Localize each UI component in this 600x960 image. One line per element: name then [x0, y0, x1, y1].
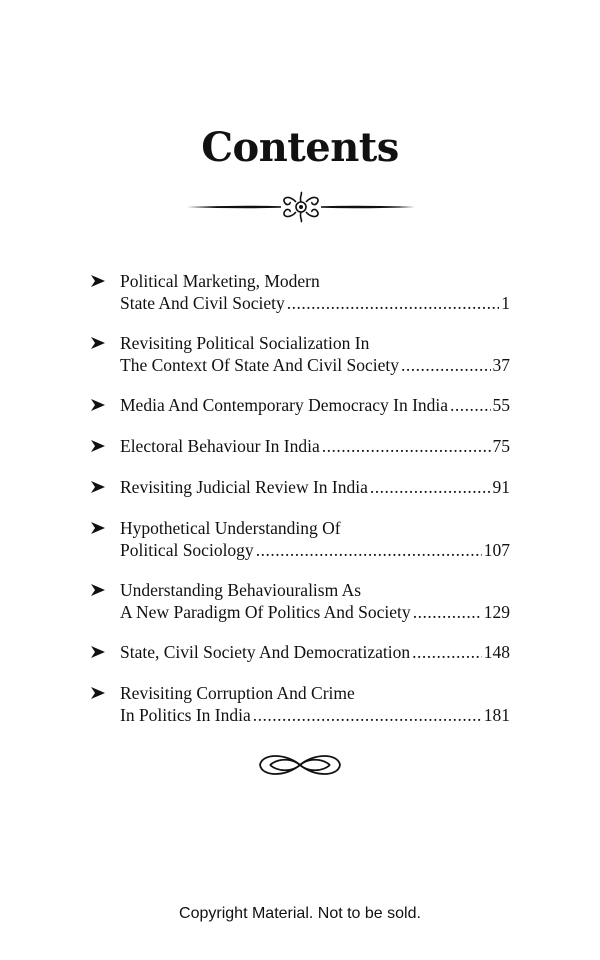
toc-entry[interactable] [88, 579, 510, 623]
toc-page-number: 129 [483, 602, 510, 622]
toc-entry-title-line1: Hypothetical Understanding Of [120, 518, 341, 538]
dot-leader [401, 354, 490, 376]
toc-entry[interactable] [88, 394, 510, 416]
toc-entry-title: State, Civil Society And Democratization [120, 642, 411, 662]
toc-page-number: 75 [492, 436, 510, 456]
dot-leader [370, 476, 491, 498]
toc-entry-title-line2: In Politics In India [120, 705, 251, 725]
arrowhead-bullet-icon [90, 435, 106, 457]
toc-entry-title-line2: A New Paradigm Of Politics And Society [120, 602, 411, 622]
toc-entry[interactable] [88, 476, 510, 498]
toc-entry[interactable] [88, 435, 510, 457]
toc-page-number: 55 [492, 395, 510, 415]
toc-list [88, 270, 510, 744]
toc-entry-title: Media And Contemporary Democracy In India [120, 395, 449, 415]
arrowhead-bullet-icon [90, 579, 106, 601]
toc-entry-title-line1: Revisiting Political Socialization In [120, 333, 370, 353]
arrowhead-bullet-icon [90, 682, 106, 704]
arrowhead-bullet-icon [90, 332, 106, 354]
toc-entry-title-line1: Understanding Behaviouralism As [120, 580, 362, 600]
toc-page-number: 91 [492, 477, 510, 497]
toc-entry[interactable] [88, 517, 510, 561]
arrowhead-bullet-icon [90, 476, 106, 498]
toc-entry-title: Revisiting Judicial Review In India [120, 477, 368, 497]
toc-page-number: 181 [483, 705, 510, 725]
toc-page-number: 148 [483, 642, 510, 662]
flourish-divider-icon [185, 190, 417, 224]
dot-leader [450, 394, 490, 416]
toc-page-number: 37 [492, 355, 510, 375]
dot-leader [253, 704, 482, 726]
toc-entry[interactable] [88, 332, 510, 376]
copyright-notice: Copyright Material. Not to be sold. [179, 905, 421, 922]
dot-leader [322, 435, 491, 457]
toc-entry-title-line2: Political Sociology [120, 540, 254, 560]
toc-entry[interactable] [88, 682, 510, 726]
toc-entry-title-line2: The Context Of State And Civil Society [120, 355, 400, 375]
toc-entry[interactable] [88, 270, 510, 314]
toc-page-number: 1 [501, 293, 510, 313]
page-title: Contents [201, 124, 399, 171]
toc-page-number: 107 [483, 540, 510, 560]
toc-entry-title: Electoral Behaviour In India [120, 436, 320, 456]
arrowhead-bullet-icon [90, 641, 106, 663]
arrowhead-bullet-icon [90, 394, 106, 416]
toc-entry-title-line2: State And Civil Society [120, 293, 285, 313]
dot-leader [413, 601, 482, 623]
toc-entry-title-line1: Political Marketing, Modern [120, 271, 320, 291]
arrowhead-bullet-icon [90, 517, 106, 539]
dot-leader [412, 641, 482, 663]
scroll-flourish-icon [256, 750, 344, 780]
arrowhead-bullet-icon [90, 270, 106, 292]
toc-entry[interactable] [88, 641, 510, 663]
toc-entry-title-line1: Revisiting Corruption And Crime [120, 683, 355, 703]
dot-leader [256, 539, 482, 561]
dot-leader [287, 292, 499, 314]
